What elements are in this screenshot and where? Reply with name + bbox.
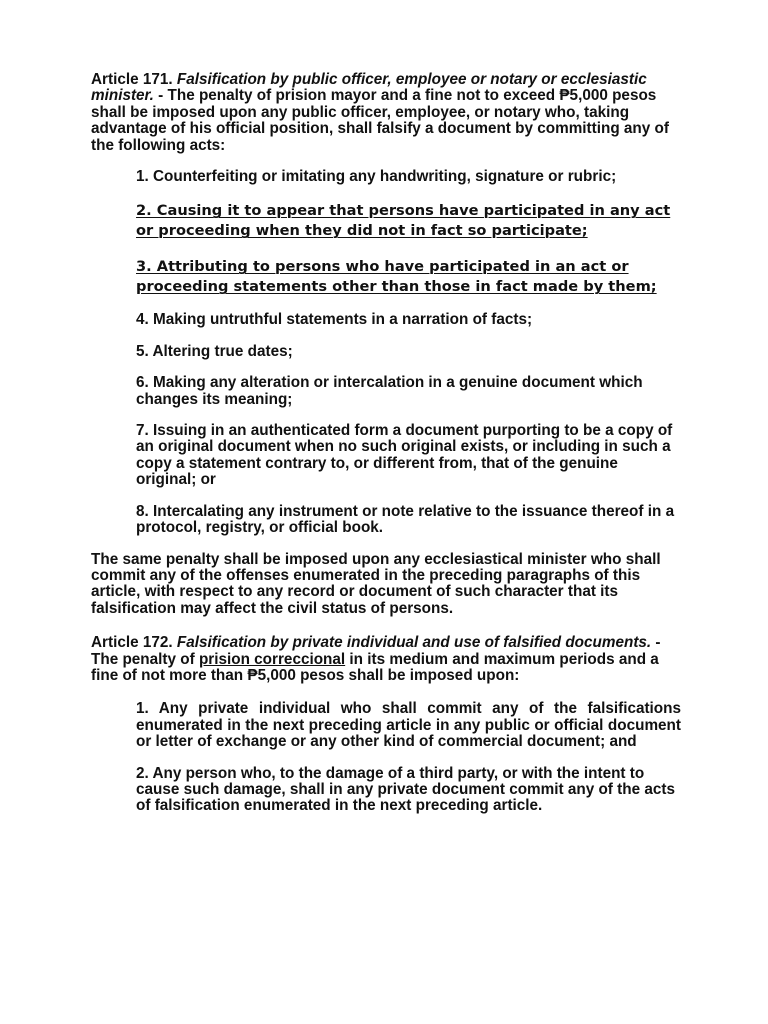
article-172-intro bbox=[91, 635, 681, 684]
article-172-item-1: 1. Any private individual who shall commit any of the falsifications enumerated in the next preceding article in any public or official document or letter of exchange or any other kind of commercial document; and bbox=[136, 700, 681, 751]
article-171-item-1: 1. Counterfeiting or imitating any handwriting, signature or rubric; bbox=[136, 168, 617, 186]
article-172-label: Article 172. bbox=[91, 634, 173, 652]
article-171-item-2: 2. Causing it to appear that persons have participated in any act or proceeding when they did not in fact so participate; bbox=[136, 202, 671, 240]
article-171-item-4: 4. Making untruthful statements in a narration of facts; bbox=[136, 311, 533, 329]
article-171-item-5: 5. Altering true dates; bbox=[136, 342, 293, 360]
article-172-title: Falsification by private individual and use of falsified documents. bbox=[176, 634, 652, 652]
article-171-item-3: 3. Attributing to persons who have participated in an act or proceeding statements other than those in fact made by them; bbox=[136, 258, 657, 296]
article-172-intro-after: in its medium and maximum periods and a fine of not more than ₱5,000 pesos shall be imposed upon: bbox=[91, 650, 659, 684]
document-page bbox=[91, 72, 681, 815]
article-172-list bbox=[136, 701, 681, 814]
article-171-item-8: 8. Intercalating any instrument or note relative to the issuance thereof in a protocol, registry, or official book. bbox=[136, 502, 675, 537]
article-171-list bbox=[136, 169, 681, 536]
article-171-item-6: 6. Making any alteration or intercalation in a genuine document which changes its meaning; bbox=[136, 374, 643, 408]
article-171-intro bbox=[91, 72, 681, 154]
article-172-intro-before: - The penalty of bbox=[91, 634, 661, 668]
article-171-intro-text: - The penalty of prision mayor and a fine not to exceed ₱5,000 pesos shall be imposed upon any public officer, employee, or notary who, taking advantage of his official position, shall falsify a document by committing any of the following acts: bbox=[91, 87, 669, 154]
article-171-label: Article 171. bbox=[91, 71, 173, 88]
article-171-closing: The same penalty shall be imposed upon any ecclesiastical minister who shall commit any of the offenses enumerated in the preceding paragraphs of this article, with respect to any record or document of such character that its falsification may affect the civil status of persons. bbox=[91, 550, 661, 617]
article-172-item-2: 2. Any person who, to the damage of a third party, or with the intent to cause such damage, shall in any private document commit any of the acts of falsification enumerated in the next preceding article. bbox=[136, 764, 675, 815]
article-171-title: Falsification by public officer, employee or notary or ecclesiastic minister. bbox=[91, 71, 647, 105]
article-171-item-7: 7. Issuing in an authenticated form a document purporting to be a copy of an original document when no such original exists, or including in such a copy a statement contrary to, or different from, that of the genuine original; or bbox=[136, 422, 673, 489]
article-172-intro-term: prision correccional bbox=[198, 650, 346, 668]
